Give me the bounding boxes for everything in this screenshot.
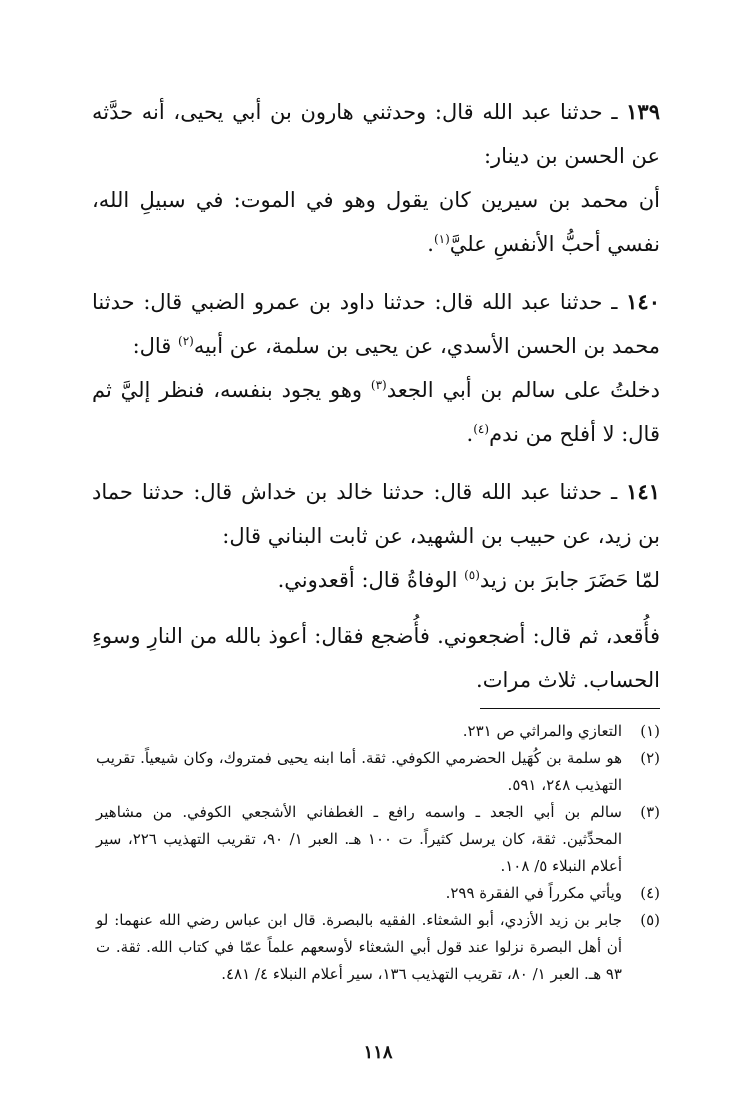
footnote-label: (٥) [640, 911, 660, 929]
entry-quote [92, 178, 660, 266]
quote-text: الوفاةُ قال: أقعدوني. [277, 568, 465, 592]
entry-141 [92, 470, 660, 702]
quote-text: دخلتُ على سالم بن أبي الجعد [386, 378, 660, 402]
footnote-ref[interactable]: (٢) [178, 334, 194, 348]
quote-text: أن محمد بن سيرين كان يقول وهو في الموت: في سبيلِ الله، نفسي أحبُّ الأنفسِ عليَّ [92, 188, 660, 256]
footnote-1 [96, 718, 660, 745]
footnote-separator [480, 708, 660, 709]
footnote-label: (٢) [640, 749, 660, 767]
footnote-text: جابر بن زيد الأزدي، أبو الشعثاء. الفقيه بالبصرة. قال ابن عباس رضي الله عنهما: لو أن أهل البصرة نزلوا عند قول أبي الشعثاء لأوسعهم علماً عمّا في كتاب الله. ثقة. ت ٩٣ هـ. العبر ١/ ٨٠، تقريب التهذيب ١٣٦، سير أعلام النبلاء ٤/ ٤٨١. [96, 911, 622, 983]
footnote-ref[interactable]: (٤) [473, 422, 490, 436]
entry-number: ١٤١ [626, 479, 660, 504]
entry-number: ١٤٠ [626, 289, 660, 314]
footnote-ref[interactable]: (٥) [464, 568, 480, 582]
footnote-3 [96, 799, 660, 880]
entry-quote: فأُقعد، ثم قال: أضجعوني. فأُضجع فقال: أعوذ بالله من النارِ وسوءِ الحساب. ثلاث مرات. [92, 624, 660, 692]
footnote-text: هو سلمة بن كُهَيل الحضرمي الكوفي. ثقة. أما ابنه يحيى فمتروك، وكان شيعياً. تقريب التهذيب ٢٤٨، ٥٩١. [96, 749, 622, 794]
entry-quote [92, 558, 660, 602]
entry-intro [92, 280, 660, 368]
footnote-text: التعازي والمراثي ص ٢٣١. [462, 722, 622, 740]
entry-intro [92, 470, 660, 558]
entry-number: ١٣٩ [626, 99, 660, 124]
footnotes [96, 718, 660, 988]
footnote-ref[interactable]: (١) [433, 232, 450, 246]
quote-text: وهو يجود بنفسه، فنظر إليَّ ثم قال: لا أفلح من ندم [92, 378, 660, 446]
entry-intro-text: ـ حدثنا عبد الله قال: حدثنا خالد بن خداش قال: حدثنا حماد بن زيد، عن حبيب بن الشهيد، عن ثابت البناني قال: [92, 480, 660, 548]
entry-quote [92, 368, 660, 456]
footnote-label: (٣) [640, 803, 660, 821]
page-number: ١١٨ [363, 1042, 393, 1063]
footnote-ref[interactable]: (٣) [370, 378, 387, 392]
main-text [92, 90, 660, 716]
footnote-2 [96, 745, 660, 799]
quote-text: . [427, 232, 434, 256]
entry-139 [92, 90, 660, 266]
quote-text: لمّا حَضَرَ جابرَ بن زيد [479, 568, 660, 592]
footnote-text: ويأتي مكرراً في الفقرة ٢٩٩. [445, 884, 622, 902]
entry-intro-text: قال: [132, 334, 179, 358]
entry-intro-text: ـ حدثنا عبد الله قال: وحدثني هارون بن أبي يحيى، أنه حدَّثه عن الحسن بن دينار: [92, 100, 660, 168]
footnote-5 [96, 907, 660, 988]
footnote-4 [96, 880, 660, 907]
entry-intro [92, 90, 660, 178]
footnote-label: (٤) [640, 884, 660, 902]
footnote-label: (١) [640, 722, 660, 740]
footnote-text: سالم بن أبي الجعد ـ واسمه رافع ـ الغطفاني الأشجعي الكوفي. من مشاهير المحدِّثين. ثقة، كان يرسل كثيراً. ت ١٠٠ هـ. العبر ١/ ٩٠، تقريب التهذيب ٢٢٦، سير أعلام النبلاء ٥/ ١٠٨. [96, 803, 622, 875]
entry-intro-text: ـ حدثنا عبد الله قال: حدثنا داود بن عمرو الضبي قال: حدثنا محمد بن الحسن الأسدي، عن يحيى بن سلمة، عن أبيه [92, 290, 660, 358]
quote-text: . [466, 422, 474, 446]
entry-140 [92, 280, 660, 456]
